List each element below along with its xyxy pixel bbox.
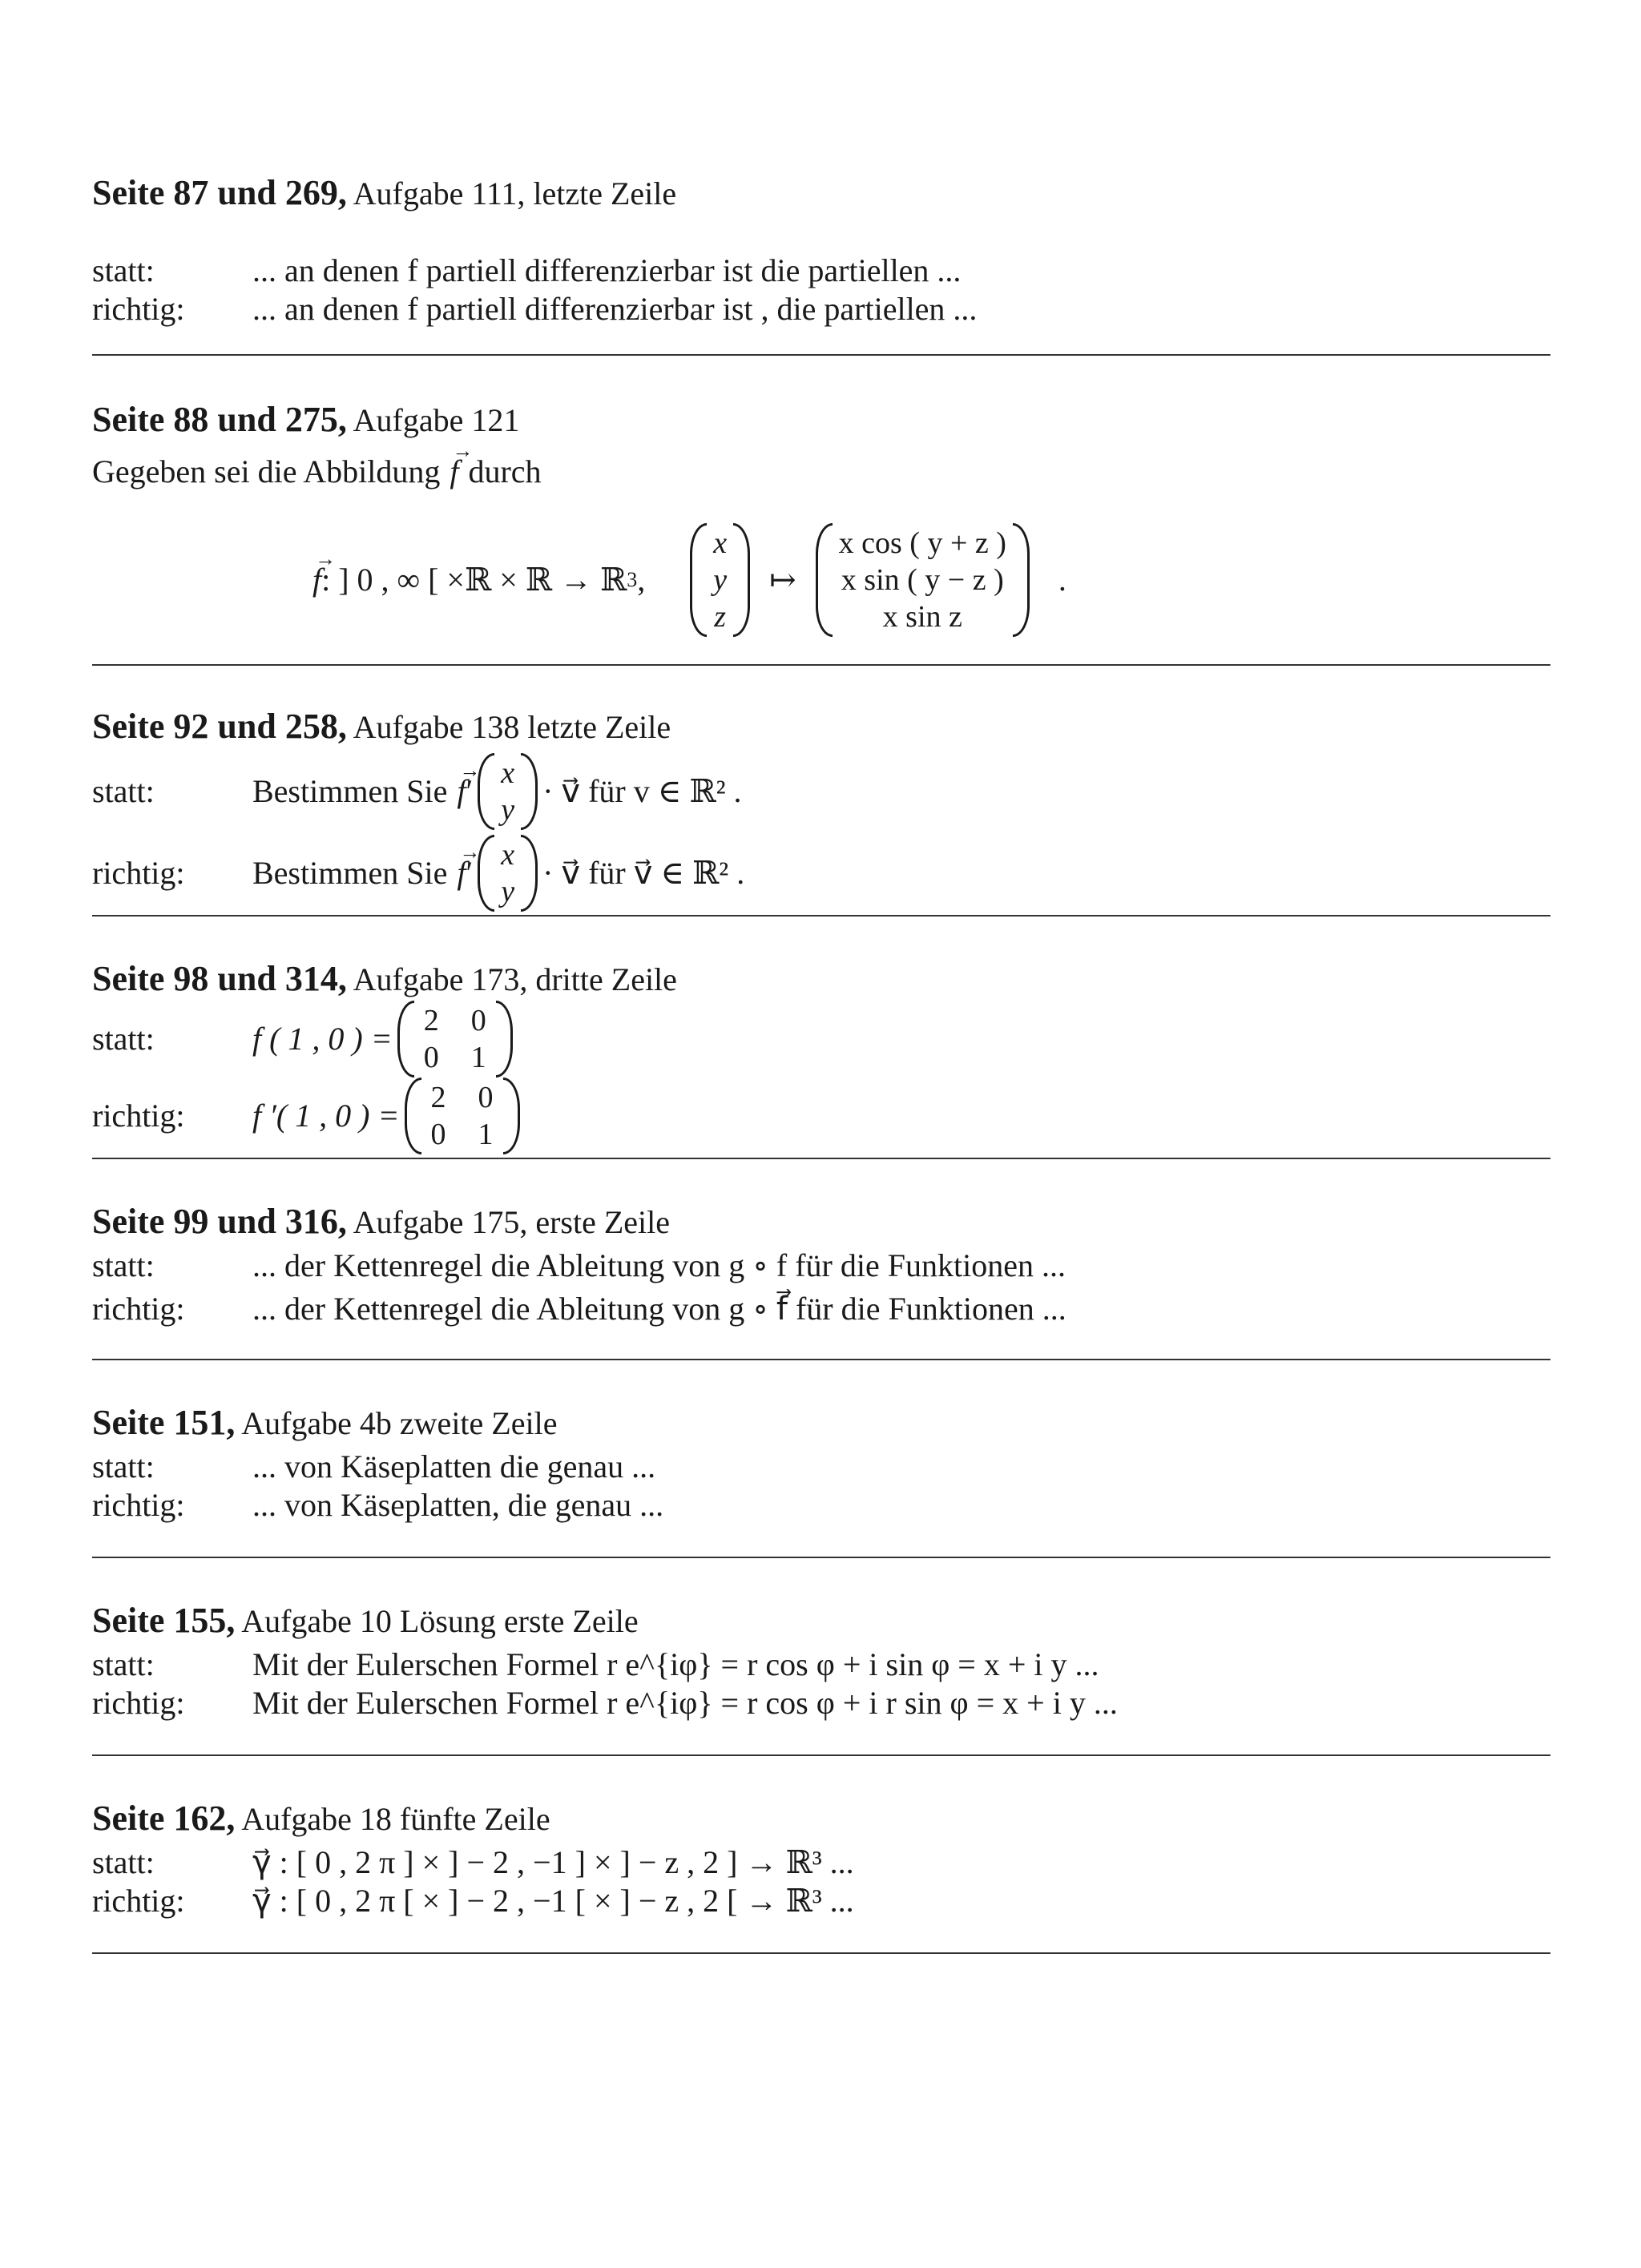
- richtig-line: [92, 1684, 1550, 1722]
- section-heading: [92, 1798, 1550, 1840]
- task-reference: Aufgabe 18 fünfte Zeile: [241, 1801, 550, 1837]
- mapping-formula: → f : ] 0 , ∞ [ ×ℝ × ℝ → ℝ 3 , x y z ↦ x cos ( y + z ) x sin ( y − z ) x sin z .: [92, 523, 1550, 637]
- page-reference: Seite 87 und 269,: [92, 173, 347, 212]
- statt-line: [92, 252, 1550, 290]
- statt-line: [92, 1448, 1550, 1486]
- richtig-text: ... der Kettenregel die Ableitung von g ∘ f⃗ für die Funktionen ...: [252, 1291, 1066, 1327]
- section-heading: [92, 1201, 1550, 1243]
- domain-exponent: 3: [627, 568, 638, 591]
- task-reference: Aufgabe 138 letzte Zeile: [353, 709, 671, 745]
- erratum-seite-162: [92, 1756, 1550, 1954]
- richtig-text: Bestimmen Sie: [252, 855, 448, 891]
- statt-text: γ⃗ : [ 0 , 2 π ] × ] − 2 , −1 ] × ] − z , 2 ] → ℝ³ ...: [252, 1844, 854, 1880]
- richtig-label: richtig:: [92, 1291, 185, 1327]
- task-reference: Aufgabe 121: [353, 402, 520, 438]
- richtig-line: [92, 1882, 1550, 1920]
- statt-line: statt: Bestimmen Sie → f ′ x y · v⃗ für v ∈ ℝ² .: [92, 753, 1550, 830]
- divider: [92, 1952, 1550, 1954]
- maps-to-symbol: ↦: [769, 562, 796, 598]
- erratum-seite-98: [92, 916, 1550, 1159]
- richtig-text: γ⃗ : [ 0 , 2 π [ × ] − 2 , −1 [ × ] − z , 2 [ → ℝ³ ...: [252, 1883, 854, 1919]
- richtig-text: ... an denen f partiell differenzierbar ist , die partiellen ...: [252, 291, 978, 327]
- page-reference: Seite 162,: [92, 1799, 236, 1838]
- richtig-line: [92, 1290, 1550, 1328]
- section-heading: [92, 958, 1550, 1001]
- matrix-2x2: 2 0 0 1: [405, 1078, 520, 1154]
- section-heading: [92, 399, 1550, 441]
- input-vector: x y z: [690, 523, 750, 637]
- task-reference: Aufgabe 175, erste Zeile: [353, 1204, 671, 1240]
- matrix-2x2: 2 0 0 1: [397, 1001, 513, 1078]
- intro-text: Gegeben sei die Abbildung: [92, 453, 441, 489]
- section-heading: [92, 1600, 1550, 1642]
- xy-vector: x y: [478, 835, 538, 912]
- statt-label: statt:: [92, 1021, 155, 1057]
- section-heading: [92, 1402, 1550, 1444]
- errata-page: [92, 172, 1550, 1954]
- statt-text: Bestimmen Sie: [252, 773, 448, 809]
- section-heading: [92, 706, 1550, 748]
- erratum-seite-87: [92, 172, 1550, 356]
- xy-vector: x y: [478, 753, 538, 830]
- output-vector: x cos ( y + z ) x sin ( y − z ) x sin z: [816, 523, 1030, 637]
- statt-line: [92, 1843, 1550, 1882]
- statt-label: statt:: [92, 252, 155, 288]
- erratum-seite-88: [92, 356, 1550, 666]
- statt-text: f ( 1 , 0 ) =: [252, 1021, 393, 1057]
- richtig-label: richtig:: [92, 1685, 185, 1721]
- statt-tail: · v⃗ für v ∈ ℝ² .: [542, 773, 742, 809]
- intro-line: [92, 453, 1550, 491]
- task-reference: Aufgabe 10 Lösung erste Zeile: [241, 1603, 639, 1639]
- statt-line: [92, 1001, 1550, 1078]
- task-reference: Aufgabe 173, dritte Zeile: [353, 961, 677, 997]
- statt-label: statt:: [92, 1646, 155, 1682]
- richtig-line: [92, 290, 1550, 328]
- domain-text: : ] 0 , ∞ [ ×ℝ × ℝ → ℝ: [321, 562, 627, 598]
- statt-label: statt:: [92, 1247, 155, 1283]
- page-reference: Seite 99 und 316,: [92, 1202, 347, 1241]
- richtig-line: [92, 1078, 1550, 1154]
- statt-text: ... von Käseplatten die genau ...: [252, 1448, 656, 1484]
- page-reference: Seite 155,: [92, 1601, 236, 1640]
- richtig-line: richtig: Bestimmen Sie → f ′ x y · v⃗ für v⃗ ∈ ℝ² .: [92, 835, 1550, 912]
- page-reference: Seite 92 und 258,: [92, 707, 347, 746]
- erratum-seite-155: [92, 1558, 1550, 1756]
- statt-text: Mit der Eulerschen Formel r e^{iφ} = r cos φ + i sin φ = x + i y ...: [252, 1646, 1099, 1682]
- richtig-label: richtig:: [92, 855, 185, 891]
- f-vector-symbol: → f: [312, 561, 321, 599]
- erratum-seite-92: [92, 666, 1550, 916]
- richtig-text: Mit der Eulerschen Formel r e^{iφ} = r cos φ + i r sin φ = x + i y ...: [252, 1685, 1118, 1721]
- erratum-seite-151: [92, 1360, 1550, 1558]
- statt-label: statt:: [92, 1844, 155, 1880]
- erratum-seite-99: [92, 1159, 1550, 1360]
- section-heading: [92, 172, 1550, 215]
- statt-line: [92, 1646, 1550, 1684]
- statt-label: statt:: [92, 773, 155, 809]
- f-vector-symbol: → f: [450, 453, 458, 491]
- richtig-label: richtig:: [92, 1487, 185, 1523]
- statt-text: ... der Kettenregel die Ableitung von g ∘ f für die Funktionen ...: [252, 1247, 1066, 1283]
- intro-tail: durch: [468, 453, 542, 489]
- richtig-text: ... von Käseplatten, die genau ...: [252, 1487, 664, 1523]
- page-reference: Seite 98 und 314,: [92, 959, 347, 998]
- richtig-label: richtig:: [92, 1098, 185, 1134]
- richtig-line: [92, 1486, 1550, 1525]
- richtig-label: richtig:: [92, 1883, 185, 1919]
- task-reference: Aufgabe 4b zweite Zeile: [241, 1405, 558, 1441]
- richtig-text: f ′( 1 , 0 ) =: [252, 1098, 400, 1134]
- page-reference: Seite 88 und 275,: [92, 400, 347, 439]
- richtig-label: richtig:: [92, 291, 185, 327]
- richtig-tail: · v⃗ für v⃗ ∈ ℝ² .: [542, 855, 745, 891]
- statt-label: statt:: [92, 1448, 155, 1484]
- statt-text: ... an denen f partiell differenzierbar ist die partiellen ...: [252, 252, 962, 288]
- page-reference: Seite 151,: [92, 1403, 236, 1442]
- statt-line: [92, 1247, 1550, 1285]
- task-reference: Aufgabe 111, letzte Zeile: [353, 175, 677, 211]
